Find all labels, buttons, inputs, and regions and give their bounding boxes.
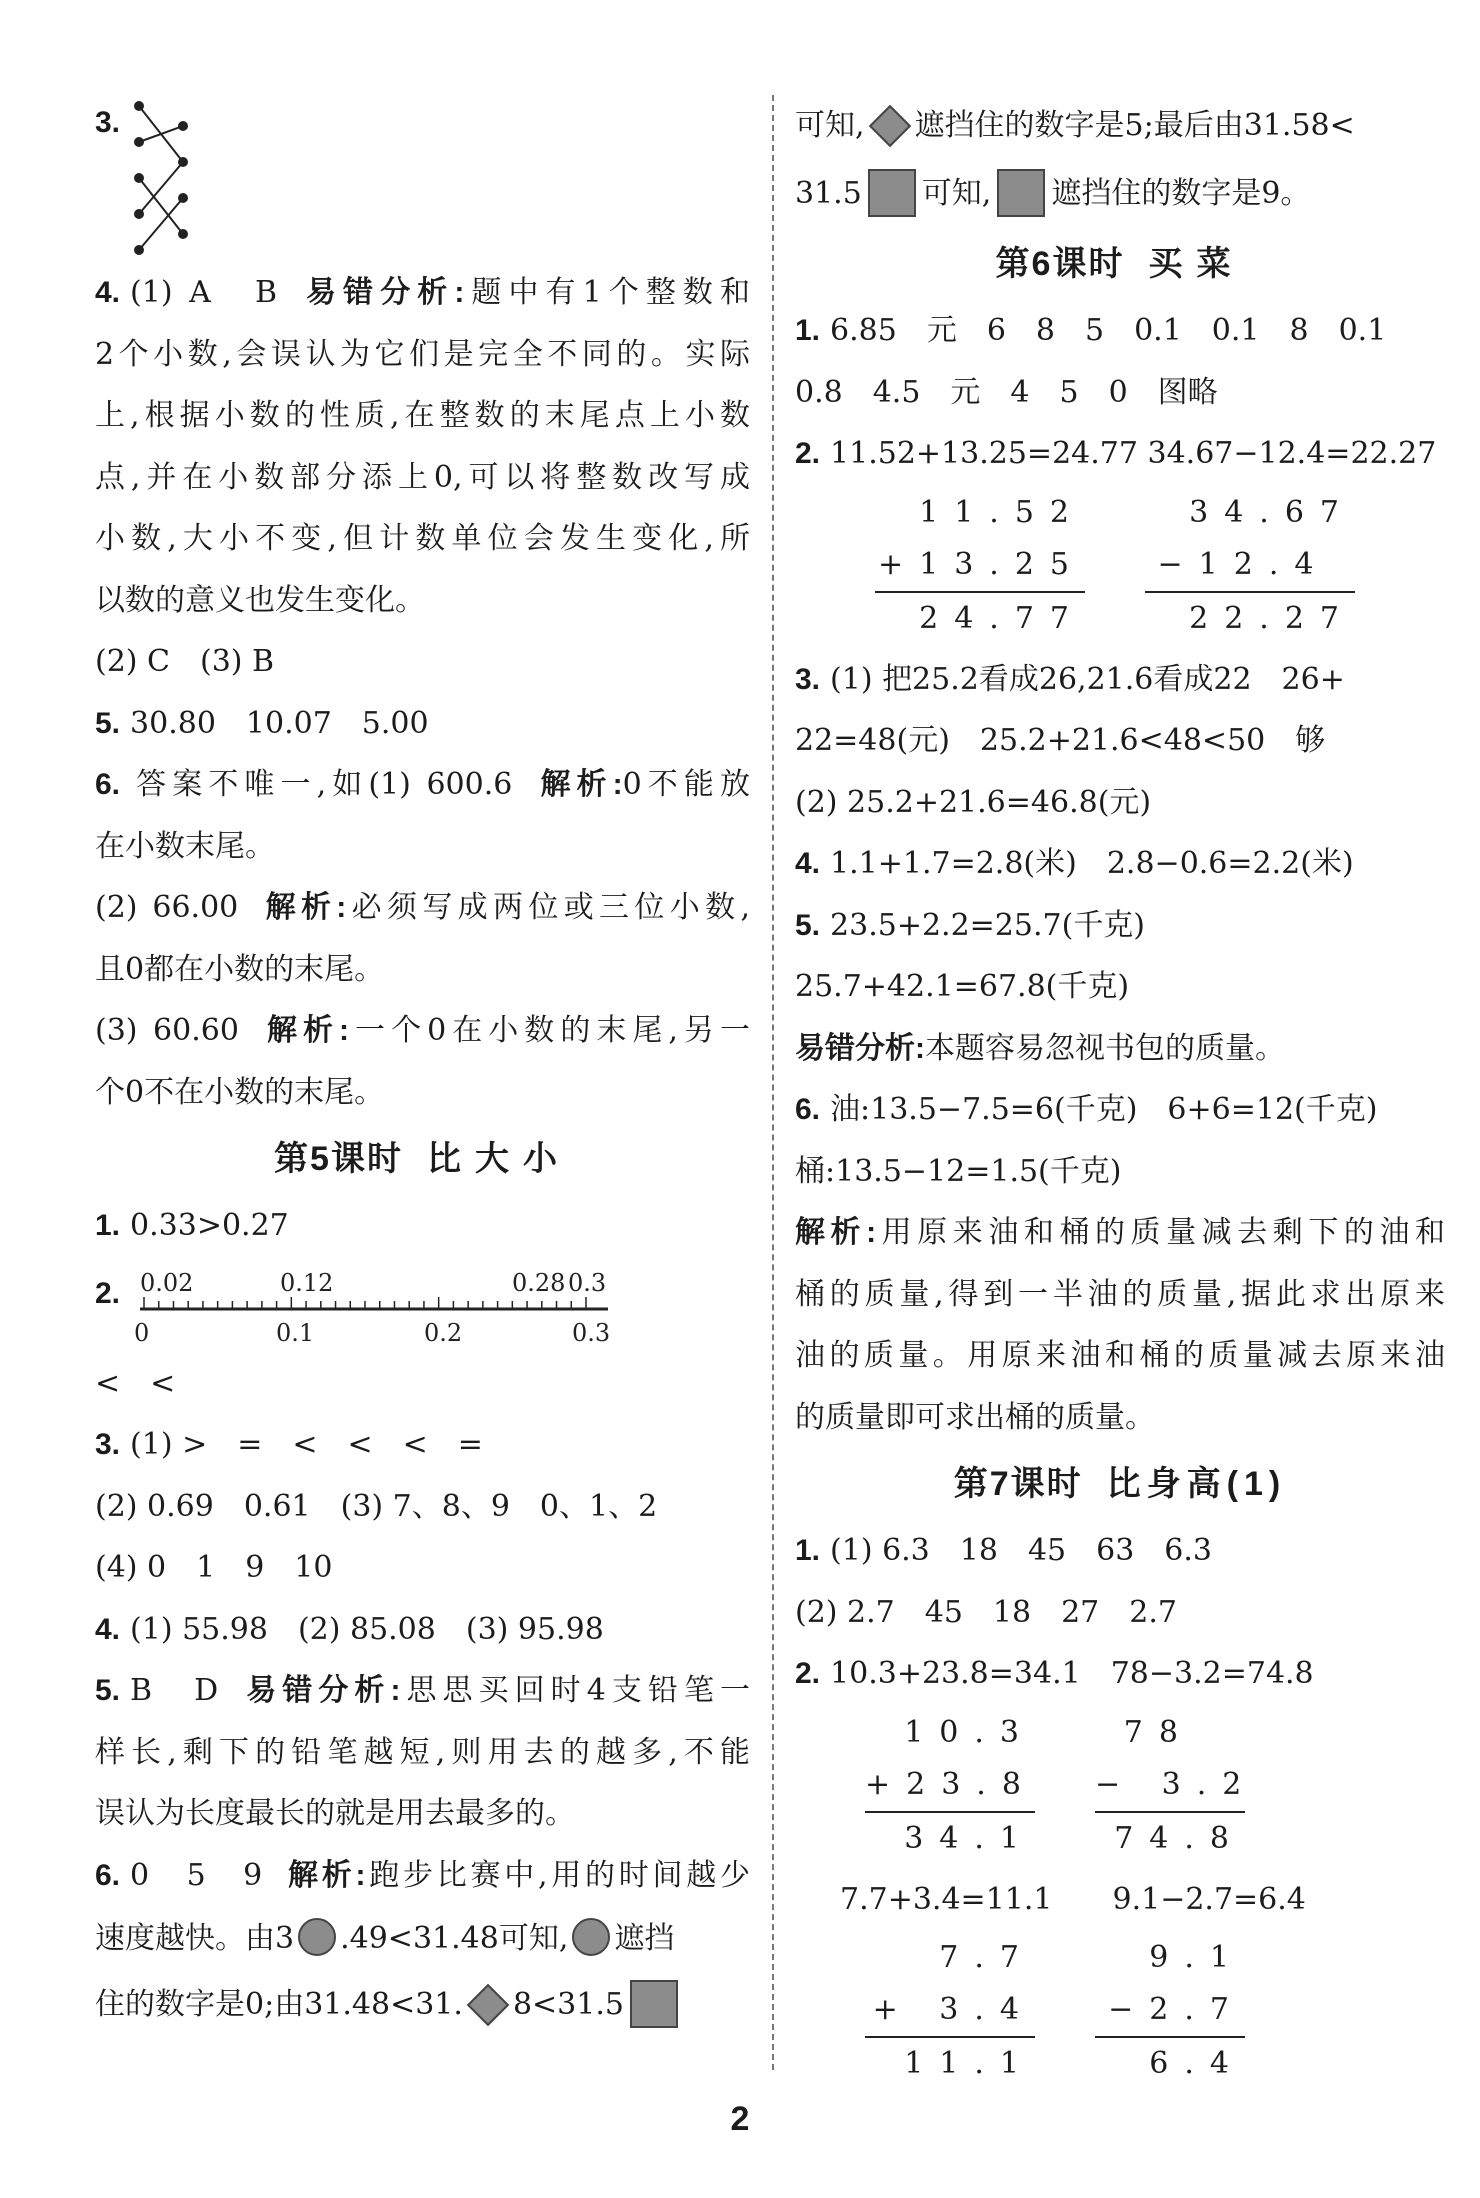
analysis-label: 解析: xyxy=(795,1216,877,1249)
vertical-calculations xyxy=(795,487,1445,643)
l7-q2 xyxy=(795,1643,1445,1705)
l5-q3 xyxy=(95,1414,750,1476)
question-number: 3. xyxy=(95,1428,121,1461)
answer-text: (2) C (3) B xyxy=(95,644,275,679)
l5-q6 xyxy=(95,1845,750,2039)
question-number: 3. xyxy=(95,106,121,139)
vertical-calc xyxy=(1145,487,1355,643)
analysis-line: 题中有1个整数和 xyxy=(464,275,750,310)
analysis-line: 思思买回时4支铅笔一 xyxy=(400,1673,750,1708)
analysis-line: 误认为长度最长的就是用去最多的。 xyxy=(95,1796,575,1831)
answer-text: (2) 66.00 xyxy=(95,890,239,925)
answer-text: 6.85 元 6 8 5 0.1 0.1 8 0.1 xyxy=(830,313,1387,348)
analysis-line: 桶的质量,得到一半油的质量,据此求出原来 xyxy=(795,1276,1445,1312)
calc-row: 7.7 xyxy=(939,1940,1035,1975)
analysis-line: 的质量即可求出桶的质量。 xyxy=(795,1399,1155,1435)
analysis-line: .49<31.48可知, xyxy=(340,1921,569,1956)
answer-text: 桶:13.5−12=1.5(千克) xyxy=(795,1153,1122,1189)
calc-row: −12.4 xyxy=(1157,546,1355,582)
analysis-label: 解析: xyxy=(260,1014,350,1047)
right-column xyxy=(795,92,1445,2094)
analysis-line: 以数的意义也发生变化。 xyxy=(95,582,425,618)
analysis-line: 2个小数,会误认为它们是完全不同的。实际 xyxy=(95,336,750,372)
analysis-label: 解析: xyxy=(260,891,347,924)
answer-text: 11.52+13.25=24.77 34.67−12.4=22.27 xyxy=(830,436,1437,471)
calc-row: −2.7 xyxy=(1108,1992,1245,2027)
diamond-shape-icon xyxy=(467,1984,509,2026)
numberline-bottom-label: 0.3 xyxy=(572,1318,611,1347)
l6-q1 xyxy=(795,300,1445,362)
answer-text: (4) 0 1 9 10 xyxy=(95,1550,333,1585)
column-divider xyxy=(772,95,774,2070)
circle-shape-icon xyxy=(298,1918,336,1956)
error-analysis-label: 易错分析: xyxy=(298,276,465,309)
calc-row: 10.3 xyxy=(904,1714,1035,1750)
question-number: 4. xyxy=(95,1612,121,1646)
analysis-line: 本题容易忽视书包的质量。 xyxy=(925,1030,1285,1066)
calc-row: + 3.4 xyxy=(872,1992,1035,2027)
vertical-calc xyxy=(1095,1707,1258,1863)
q3-matching xyxy=(95,92,750,262)
analysis-line: 8<31.5 xyxy=(512,1987,624,2022)
analysis-line: 一个0在小数的末尾,另一 xyxy=(349,1013,750,1048)
analysis-line: 必须写成两位或三位小数, xyxy=(346,890,750,925)
question-number: 6. xyxy=(95,768,121,801)
answer-text: 7.7+3.4=11.1 9.1−2.7=6.4 xyxy=(840,1881,1306,1917)
answer-text: 0 5 9 xyxy=(130,1857,263,1893)
question-number: 5. xyxy=(795,908,821,942)
answer-text: < < xyxy=(95,1365,176,1401)
q5 xyxy=(95,693,750,755)
question-number: 2. xyxy=(95,1276,121,1310)
question-number: 1. xyxy=(795,314,821,347)
analysis-line: 速度越快。由3 xyxy=(95,1921,295,1956)
answer-text: (1) 55.98 (2) 85.08 (3) 95.98 xyxy=(130,1611,604,1647)
analysis-line: 上,根据小数的性质,在整数的末尾点上小数 xyxy=(95,398,750,433)
q4 xyxy=(95,262,750,693)
vertical-calc xyxy=(865,1707,1035,1863)
square-shape-icon xyxy=(868,169,916,217)
numberline-top-label: 0.02 xyxy=(140,1268,194,1297)
l5-q5 xyxy=(95,1660,750,1845)
analysis-line: 0不能放 xyxy=(622,767,750,802)
question-number: 5. xyxy=(95,706,121,740)
circle-shape-icon xyxy=(572,1918,610,1956)
answer-text: (2) 25.2+21.6=46.8(元) xyxy=(795,784,1152,820)
matching-lines-diagram xyxy=(133,98,193,258)
lesson-title: 第5课时 xyxy=(274,1140,403,1178)
answer-text: (1) > = < < < = xyxy=(130,1427,483,1462)
l5-q2 xyxy=(95,1257,750,1353)
l6-q6 xyxy=(795,1079,1445,1141)
l6-q3 xyxy=(795,649,1445,711)
number-line xyxy=(130,1261,620,1357)
answer-text: 30.80 10.07 5.00 xyxy=(130,705,429,741)
l7-q1 xyxy=(795,1520,1445,1582)
analysis-line: 遮挡住的数字是5;最后由31.58< xyxy=(914,108,1355,143)
l6-q5 xyxy=(795,895,1445,957)
analysis-label: 解析: xyxy=(534,768,623,801)
lesson-7-heading xyxy=(795,1448,1445,1520)
answer-text: 答案不唯一,如(1) 600.6 xyxy=(130,767,513,802)
analysis-line: 个0不在小数的末尾。 xyxy=(95,1074,385,1110)
answer-text: 油:13.5−7.5=6(千克) 6+6=12(千克) xyxy=(830,1092,1378,1127)
vertical-calc xyxy=(865,1932,1035,2088)
calc-result: 22.27 xyxy=(1145,591,1355,643)
question-number: 3. xyxy=(795,662,821,696)
vertical-calc xyxy=(1095,1932,1245,2088)
answer-text: 1.1+1.7=2.8(米) 2.8−0.6=2.2(米) xyxy=(830,846,1354,881)
lesson-title: 第7课时 xyxy=(953,1465,1083,1503)
analysis-line: 住的数字是0;由31.48<31. xyxy=(95,1987,463,2022)
error-analysis-label: 易错分析: xyxy=(795,1031,925,1065)
vertical-calculations xyxy=(795,1707,1445,1863)
numberline-top-label: 0.3 xyxy=(568,1268,607,1297)
answer-text: (1) A B xyxy=(130,275,277,310)
answer-text: 22=48(元) 25.2+21.6<48<50 够 xyxy=(795,723,1326,758)
l6-q4 xyxy=(795,833,1445,895)
numberline-bottom-label: 0.2 xyxy=(424,1318,463,1347)
number-line-svg xyxy=(130,1261,620,1357)
analysis-line: 遮挡住的数字是9。 xyxy=(1051,176,1311,211)
question-number: 4. xyxy=(795,847,821,880)
l6-q2 xyxy=(795,423,1445,485)
answer-text: (1) 把25.2看成26,21.6看成22 26+ xyxy=(830,661,1345,697)
analysis-line: 遮挡 xyxy=(614,1921,675,1956)
square-shape-icon xyxy=(997,169,1045,217)
lesson-6-heading xyxy=(795,228,1445,300)
answer-text: 0.33>0.27 xyxy=(130,1208,289,1243)
calc-row: − 3.2 xyxy=(1095,1766,1258,1802)
question-number: 6. xyxy=(795,1093,821,1126)
answer-text: (2) 2.7 45 18 27 2.7 xyxy=(795,1594,1177,1630)
calc-row: +13.25 xyxy=(877,546,1085,582)
question-number: 2. xyxy=(795,437,821,470)
analysis-line: 在小数末尾。 xyxy=(95,828,275,864)
analysis-line: 点,并在小数部分添上0,可以将整数改写成 xyxy=(95,459,750,495)
vertical-calc xyxy=(875,487,1085,643)
error-analysis-label: 易错分析: xyxy=(240,1674,401,1707)
answer-text: 23.5+2.2=25.7(千克) xyxy=(830,907,1146,943)
calc-result: 11.1 xyxy=(865,2036,1035,2088)
numberline-bottom-label: 0.1 xyxy=(276,1318,315,1347)
question-number: 1. xyxy=(795,1534,821,1567)
square-shape-icon xyxy=(630,1980,678,2028)
calc-row: 34.67 xyxy=(1189,494,1355,530)
question-number: 1. xyxy=(95,1209,121,1242)
diamond-shape-icon xyxy=(868,105,910,147)
answer-text: (3) 60.60 xyxy=(95,1013,239,1048)
l5-q6-continued xyxy=(795,92,1445,160)
lesson-topic: 比大小 xyxy=(426,1140,571,1178)
calc-row: 11.52 xyxy=(919,494,1085,530)
analysis-label: 解析: xyxy=(284,1858,366,1892)
analysis-line: 且0都在小数的末尾。 xyxy=(95,951,385,987)
answer-text: (2) 0.69 0.61 (3) 7、8、9 0、1、2 xyxy=(95,1488,658,1524)
answer-text: B D xyxy=(130,1673,219,1708)
calc-result: 34.1 xyxy=(865,1811,1035,1863)
analysis-line: 用原来油和桶的质量减去剩下的油和 xyxy=(876,1215,1445,1250)
left-column xyxy=(95,92,750,2038)
page-number: 2 xyxy=(730,2100,750,2138)
lesson-5-heading xyxy=(95,1123,750,1195)
calc-result: 6.4 xyxy=(1095,2036,1245,2088)
question-number: 2. xyxy=(795,1657,821,1690)
answer-text: (1) 6.3 18 45 63 6.3 xyxy=(830,1533,1213,1568)
numberline-bottom-label: 0 xyxy=(134,1318,150,1347)
analysis-line: 可知, xyxy=(921,176,992,211)
l5-q1 xyxy=(95,1195,750,1257)
calc-result: 74.8 xyxy=(1095,1811,1245,1863)
numberline-top-label: 0.12 xyxy=(280,1268,334,1297)
analysis-line: 样长,剩下的铅笔越短,则用去的越多,不能 xyxy=(95,1734,750,1770)
lesson-title: 第6课时 xyxy=(995,245,1125,283)
q6 xyxy=(95,754,750,1123)
lesson-topic: 比身高(1) xyxy=(1106,1465,1287,1503)
analysis-line: 油的质量。用原来油和桶的质量减去原来油 xyxy=(795,1338,1445,1373)
vertical-calculations xyxy=(795,1932,1445,2088)
numberline-top-label: 0.28 xyxy=(512,1268,566,1297)
answer-text: 0.8 4.5 元 4 5 0 图略 xyxy=(795,374,1218,410)
l5-q4 xyxy=(95,1599,750,1661)
analysis-line: 可知, xyxy=(795,108,865,143)
question-number: 6. xyxy=(95,1858,121,1892)
answer-text: 10.3+23.8=34.1 78−3.2=74.8 xyxy=(830,1656,1314,1691)
calc-result: 24.77 xyxy=(875,591,1085,643)
calc-row: +23.8 xyxy=(865,1766,1037,1802)
question-number: 5. xyxy=(95,1674,121,1707)
question-number: 4. xyxy=(95,276,121,309)
lesson-topic: 买菜 xyxy=(1148,245,1245,283)
answer-text: 25.7+42.1=67.8(千克) xyxy=(795,969,1130,1004)
analysis-line: 小数,大小不变,但计数单位会发生变化,所 xyxy=(95,521,750,556)
calc-row: 78 xyxy=(1123,1714,1245,1750)
analysis-line: 跑步比赛中,用的时间越少 xyxy=(365,1857,750,1893)
calc-row: 9.1 xyxy=(1149,1940,1245,1975)
analysis-line: 31.5 xyxy=(795,176,862,211)
